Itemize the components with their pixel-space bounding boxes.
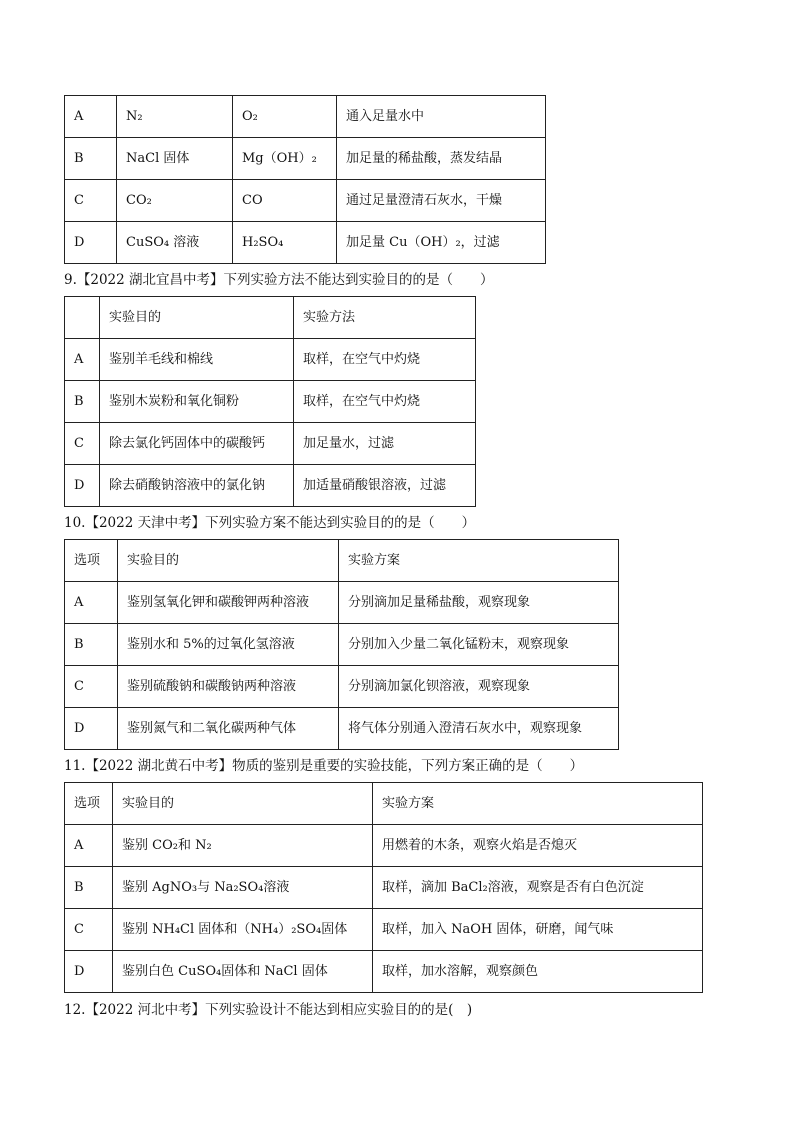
table-header-cell: 实验目的 [100,297,294,339]
table-cell: D [65,951,113,993]
question-12-title: 12.【2022 河北中考】下列实验设计不能达到相应实验目的的是( ) [64,1002,473,1018]
table-cell: B [65,138,117,180]
table-q11 [64,782,703,993]
table-cell: B [65,867,113,909]
table-cell: B [65,624,118,666]
table-cell: H₂SO₄ [233,222,337,264]
table-cell: A [65,582,118,624]
table-header-row [65,540,619,582]
table-cell: B [65,381,100,423]
table-header-cell: 选项 [65,783,113,825]
table-cell: 鉴别羊毛线和棉线 [100,339,294,381]
table-row [65,180,546,222]
table-cell: 鉴别硫酸钠和碳酸钠两种溶液 [118,666,339,708]
table-cell: 鉴别氢氧化钾和碳酸钾两种溶液 [118,582,339,624]
table-cell: 加足量的稀盐酸，蒸发结晶 [337,138,546,180]
table-row [65,708,619,750]
question-9-title: 9.【2022 湖北宜昌中考】下列实验方法不能达到实验目的的是（ ） [64,272,494,288]
table-cell: C [65,909,113,951]
table-cell: 加足量 Cu（OH）₂，过滤 [337,222,546,264]
table-cell: A [65,825,113,867]
table-cell: CO₂ [117,180,233,222]
table-cell: C [65,180,117,222]
table-cell: 鉴别 AgNO₃与 Na₂SO₄溶液 [113,867,373,909]
table-cell: D [65,708,118,750]
table-header-cell: 实验方案 [339,540,619,582]
table-row [65,381,476,423]
table-header-cell: 实验目的 [118,540,339,582]
table-cell: 加适量硝酸银溶液，过滤 [294,465,476,507]
table-cell: 除去硝酸钠溶液中的氯化钠 [100,465,294,507]
table-cell: 鉴别水和 5%的过氧化氢溶液 [118,624,339,666]
table-row [65,138,546,180]
table-cell: 分别滴加氯化钡溶液，观察现象 [339,666,619,708]
table-row [65,867,703,909]
table-header-cell: 实验方案 [373,783,703,825]
table-header-cell: 实验方法 [294,297,476,339]
table-cell: 取样，滴加 BaCl₂溶液，观察是否有白色沉淀 [373,867,703,909]
table-cell: NaCl 固体 [117,138,233,180]
table-header-cell [65,297,100,339]
table-header-row [65,297,476,339]
table-row [65,339,476,381]
table-cell: N₂ [117,96,233,138]
table-cell: 用燃着的木条，观察火焰是否熄灭 [373,825,703,867]
table-row [65,465,476,507]
table-cell: A [65,96,117,138]
table-cell: 通入足量水中 [337,96,546,138]
table-row [65,666,619,708]
table-cell: 除去氯化钙固体中的碳酸钙 [100,423,294,465]
table-cell: CO [233,180,337,222]
table-row [65,624,619,666]
table-cell: D [65,465,100,507]
table-cell: C [65,666,118,708]
table-cell: 分别加入少量二氧化锰粉末，观察现象 [339,624,619,666]
question-11-title: 11.【2022 湖北黄石中考】物质的鉴别是重要的实验技能，下列方案正确的是（ ） [64,758,584,774]
table-q10 [64,539,619,750]
table-row [65,951,703,993]
table-cell: 通过足量澄清石灰水，干燥 [337,180,546,222]
table-cell: 取样，在空气中灼烧 [294,381,476,423]
table-cell: A [65,339,100,381]
table-header-row [65,783,703,825]
table-header-cell: 实验目的 [113,783,373,825]
table-cell: O₂ [233,96,337,138]
table-cell: 将气体分别通入澄清石灰水中，观察现象 [339,708,619,750]
table-row [65,423,476,465]
table-header-cell: 选项 [65,540,118,582]
table-q9 [64,296,476,507]
table-cell: 鉴别 CO₂和 N₂ [113,825,373,867]
table-row [65,222,546,264]
table-cell: 加足量水，过滤 [294,423,476,465]
table-row [65,909,703,951]
table-cell: 取样，在空气中灼烧 [294,339,476,381]
table-cell: CuSO₄ 溶液 [117,222,233,264]
table-row [65,582,619,624]
table-cell: 分别滴加足量稀盐酸，观察现象 [339,582,619,624]
table-cell: 鉴别氮气和二氧化碳两种气体 [118,708,339,750]
table-cell: 取样，加入 NaOH 固体，研磨，闻气味 [373,909,703,951]
table-q8 [64,95,546,264]
table-cell: 取样，加水溶解，观察颜色 [373,951,703,993]
table-cell: 鉴别木炭粉和氧化铜粉 [100,381,294,423]
table-cell: D [65,222,117,264]
table-cell: C [65,423,100,465]
table-cell: 鉴别白色 CuSO₄固体和 NaCl 固体 [113,951,373,993]
question-10-title: 10.【2022 天津中考】下列实验方案不能达到实验目的的是（ ） [64,515,476,531]
table-row [65,96,546,138]
table-row [65,825,703,867]
table-cell: Mg（OH）₂ [233,138,337,180]
table-cell: 鉴别 NH₄Cl 固体和（NH₄）₂SO₄固体 [113,909,373,951]
